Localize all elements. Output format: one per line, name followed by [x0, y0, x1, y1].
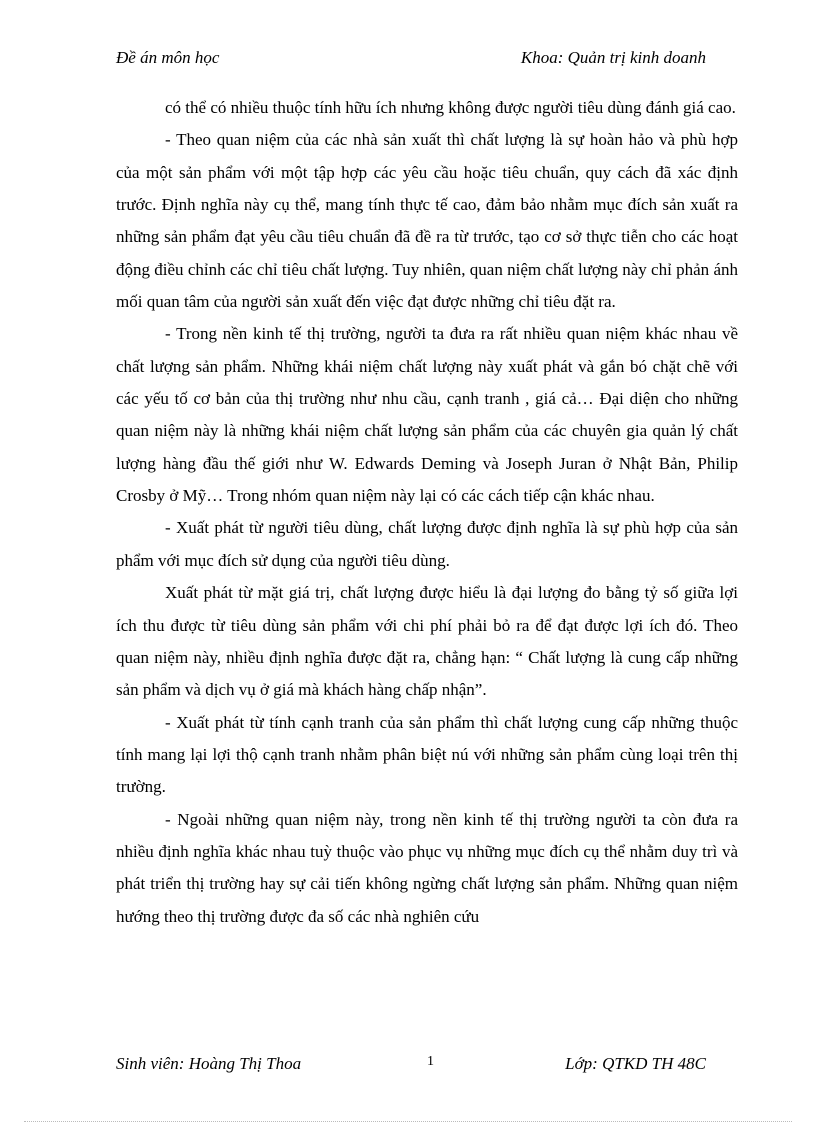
page-header	[116, 48, 706, 72]
paragraph-7: - Ngoài những quan niệm này, trong nền kinh tế thị trường người ta còn đưa ra nhiều định nghĩa khác nhau tuỳ thuộc vào phục vụ những mục đích cụ thể nhằm duy trì và phát triển thị trường hay sự cải tiến không ngừng chất lượng sản phẩm. Những quan niệm hướng theo thị trường được đa số các nhà nghiên cứu	[116, 809, 738, 926]
footer-class: Lớp: QTKD TH 48C	[565, 1054, 706, 1073]
page-bottom-divider	[24, 1121, 792, 1122]
paragraph-1: có thể có nhiều thuộc tính hữu ích nhưng không được người tiêu dùng đánh giá cao.	[165, 98, 736, 117]
document-body	[116, 92, 738, 933]
paragraph-5: Xuất phát từ mặt giá trị, chất lượng được hiểu là đại lượng đo bằng tỷ số giữa lợi ích thu được từ tiêu dùng sản phẩm với chi phí phải bỏ ra để đạt được lợi ích đó. Theo quan niệm này, nhiều định nghĩa được đặt ra, chẳng hạn: “ Chất lượng là cung cấp những sản phẩm và dịch vụ ở giá mà khách hàng chấp nhận”.	[116, 583, 738, 700]
footer-student-name: Sinh viên: Hoàng Thị Thoa	[116, 1054, 302, 1073]
paragraph-4: - Xuất phát từ người tiêu dùng, chất lượng được định nghĩa là sự phù hợp của sản phẩm với mục đích sử dụng của người tiêu dùng.	[116, 518, 738, 570]
header-left-text: Đề án môn học	[116, 48, 220, 67]
paragraph-3: - Trong nền kinh tế thị trường, người ta đưa ra rất nhiều quan niệm khác nhau về chất lượng sản phẩm. Những khái niệm chất lượng này xuất phát và gắn bó chặt chẽ với các yếu tố cơ bản của thị trường như nhu cầu, cạnh tranh , giá cả… Đại diện cho những quan niệm này là những khái niệm chất lượng sản phẩm của các chuyên gia quản lý chất lượng hàng đầu thế giới như W. Edwards Deming và Joseph Juran ở Nhật Bản, Philip Crosby ở Mỹ… Trong nhóm quan niệm này lại có các cách tiếp cận khác nhau.	[116, 324, 738, 506]
page-number: 1	[427, 1054, 434, 1069]
header-right-text: Khoa: Quản trị kinh doanh	[520, 48, 706, 67]
paragraph-2: - Theo quan niệm của các nhà sản xuất thì chất lượng là sự hoàn hảo và phù hợp của một sản phẩm với một tập hợp các yêu cầu hoặc tiêu chuẩn, quy cách đã xác định trước. Định nghĩa này cụ thể, mang tính thực tế cao, đảm bảo nhằm mục đích sản xuất ra những sản phẩm đạt yêu cầu tiêu chuẩn đã đề ra từ trước, tạo cơ sở thực tiễn cho các hoạt động điều chỉnh các chỉ tiêu chất lượng. Tuy nhiên, quan niệm chất lượng này chỉ phản ánh mối quan tâm của người sản xuất đến việc đạt được những chỉ tiêu đặt ra.	[116, 130, 738, 312]
paragraph-6: - Xuất phát từ tính cạnh tranh của sản phẩm thì chất lượng cung cấp những thuộc tính mang lại lợi thộ cạnh tranh nhằm phân biệt nú với những sản phẩm cùng loại trên thị trường.	[116, 712, 738, 797]
page-footer	[116, 1054, 706, 1078]
